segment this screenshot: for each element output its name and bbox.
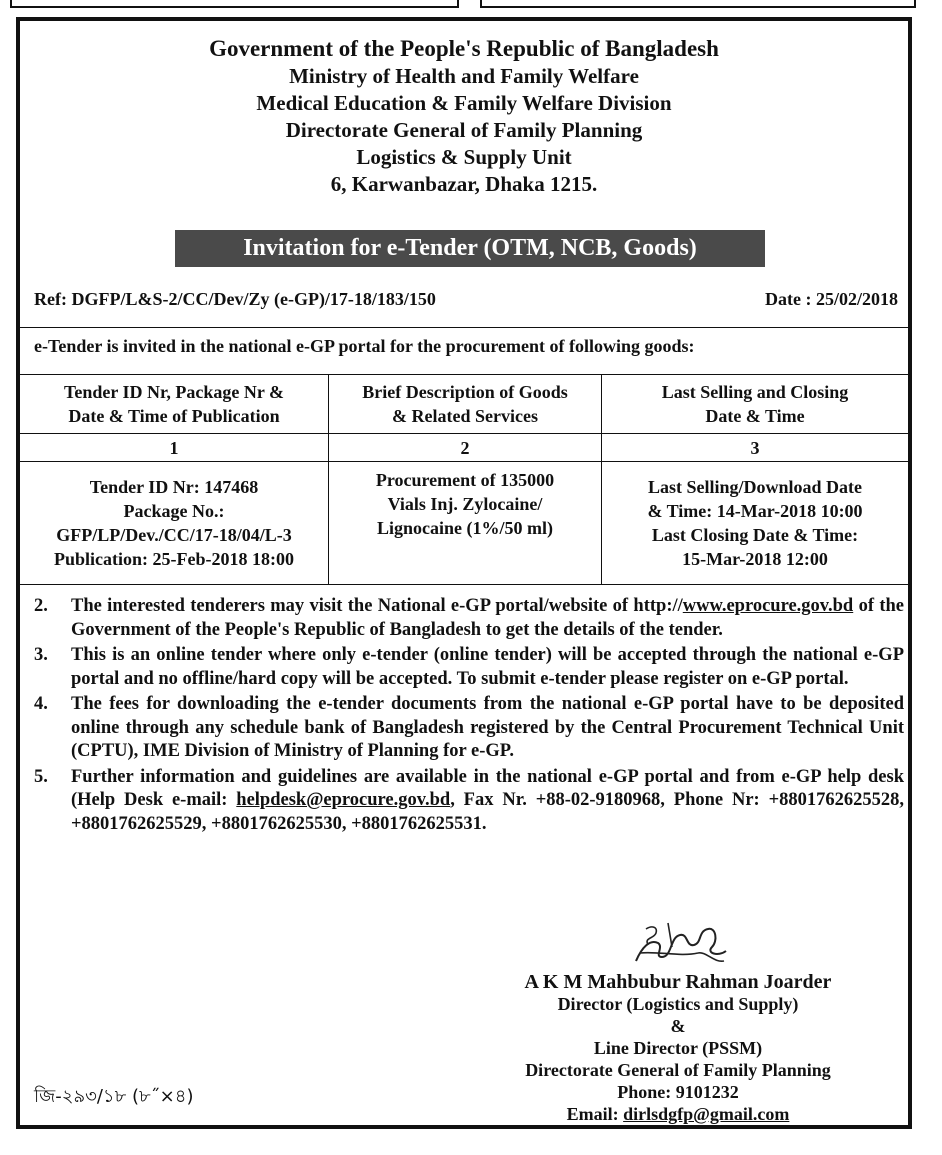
top-clipped-box-left [10,0,459,8]
cell-line: Publication: 25-Feb-2018 18:00 [54,549,294,569]
column-number: 2 [329,434,602,462]
cell-line: Lignocaine (1%/50 ml) [377,518,553,538]
header-text: Brief Description of Goods [362,382,568,402]
intro-text: e-Tender is invited in the national e-GP portal for the procurement of following goods: [34,336,695,356]
table-header-cell [329,375,602,434]
header-line-ministry: Ministry of Health and Family Welfare [289,64,639,88]
list-item [34,595,904,642]
header-line-directorate: Directorate General of Family Planning [285,118,643,142]
handwritten-signature [628,917,732,973]
divider-line [20,327,908,328]
notice-date: Date : 25/02/2018 [765,289,898,309]
header-line-unit: Logistics & Supply Unit [356,145,572,169]
signatory-name: A K M Mahbubur Rahman Joarder [524,971,832,993]
goods-description-cell [329,462,602,585]
signatory-email-link[interactable]: dirlsdgfp@gmail.com [623,1104,790,1124]
cell-line: Tender ID Nr: 147468 [89,477,259,497]
table-number-row [20,434,908,462]
notes-list [34,595,904,838]
column-number: 3 [602,434,909,462]
header-line-govt: Government of the People's Republic of Bangladesh [209,36,719,61]
note-text [71,595,904,642]
header-text: Date & Time [705,406,805,426]
note-number: 5. [34,766,48,787]
publication-code: জি-২৯৩/১৮ (৮˝×৪) [34,1086,194,1107]
header-block [20,35,908,198]
cell-line: 15-Mar-2018 12:00 [682,549,828,569]
note-text-part: Further information and guidelines are available in the national e-GP portal and from e-GP help desk (Help Desk e-mail: [71,766,904,810]
header-text: Date & Time of Publication [68,406,280,426]
table-row [20,462,908,585]
tender-table [20,374,908,585]
reference-number: Ref: DGFP/L&S-2/CC/Dev/Zy (e-GP)/17-18/183/150 [34,289,436,309]
table-header-row [20,375,908,434]
column-number: 1 [20,434,329,462]
note-number: 2. [34,596,48,616]
header-line-division: Medical Education & Family Welfare Division [256,91,672,115]
signatory-organization: Directorate General of Family Planning [525,1060,831,1080]
eprocure-link[interactable]: www.eprocure.gov.bd [682,596,854,616]
list-item [34,766,904,837]
tender-title-banner: Invitation for e-Tender (OTM, NCB, Goods) [175,230,765,267]
signature-block [480,971,876,1125]
cell-line: Package No.: [123,501,225,521]
cell-line: Vials Inj. Zylocaine/ [387,494,543,514]
note-text-part: of the Government of the People's Republic of Bangladesh to get the details of the tender. [71,596,904,640]
note-text: The fees for downloading the e-tender documents from the national e-GP portal have to be deposited online through any schedule bank of Bangladesh registered by the Central Procurement Technical Unit (CPTU), IME Division of Ministry of Planning for e-GP. [71,694,904,761]
header-text: & Related Services [392,406,538,426]
cell-line: Procurement of 135000 [375,470,555,490]
signatory-title-2: Line Director (PSSM) [593,1038,763,1058]
notice-frame [16,17,912,1129]
cell-line: Last Selling/Download Date [647,477,863,497]
note-number: 3. [34,645,48,665]
header-text: Last Selling and Closing [661,382,849,402]
top-clipped-box-right [480,0,916,8]
cell-line: GFP/LP/Dev./CC/17-18/04/L-3 [56,525,292,545]
list-item [34,693,904,764]
signatory-ampersand: & [670,1016,686,1036]
signatory-email-line [480,1103,876,1125]
cell-line: & Time: 14-Mar-2018 10:00 [647,501,863,521]
email-label: Email: [566,1104,624,1124]
helpdesk-email-link[interactable]: helpdesk@eprocure.gov.bd [236,790,451,810]
signatory-phone: Phone: 9101232 [617,1082,739,1102]
table-header-cell [20,375,329,434]
top-clipped-strip [0,0,942,10]
note-text-part: , Fax Nr. +88-02-9180968, Phone Nr: +8801762625528, +8801762625529, +8801762625530, +8801762625531. [71,790,904,834]
note-text [71,766,904,837]
dates-cell [602,462,909,585]
list-item [34,644,904,691]
note-number: 4. [34,694,48,714]
note-text-part: The interested tenderers may visit the National e-GP portal/website of http:// [71,596,683,616]
note-text: This is an online tender where only e-tender (online tender) will be accepted through the national e-GP portal and no offline/hard copy will be accepted. To submit e-tender please register on e-GP portal. [71,645,904,689]
header-text: Tender ID Nr, Package Nr & [64,382,284,402]
tender-id-cell [20,462,329,585]
signatory-title: Director (Logistics and Supply) [557,994,799,1014]
table-header-cell [602,375,909,434]
header-line-address: 6, Karwanbazar, Dhaka 1215. [330,172,598,196]
cell-line: Last Closing Date & Time: [651,525,859,545]
